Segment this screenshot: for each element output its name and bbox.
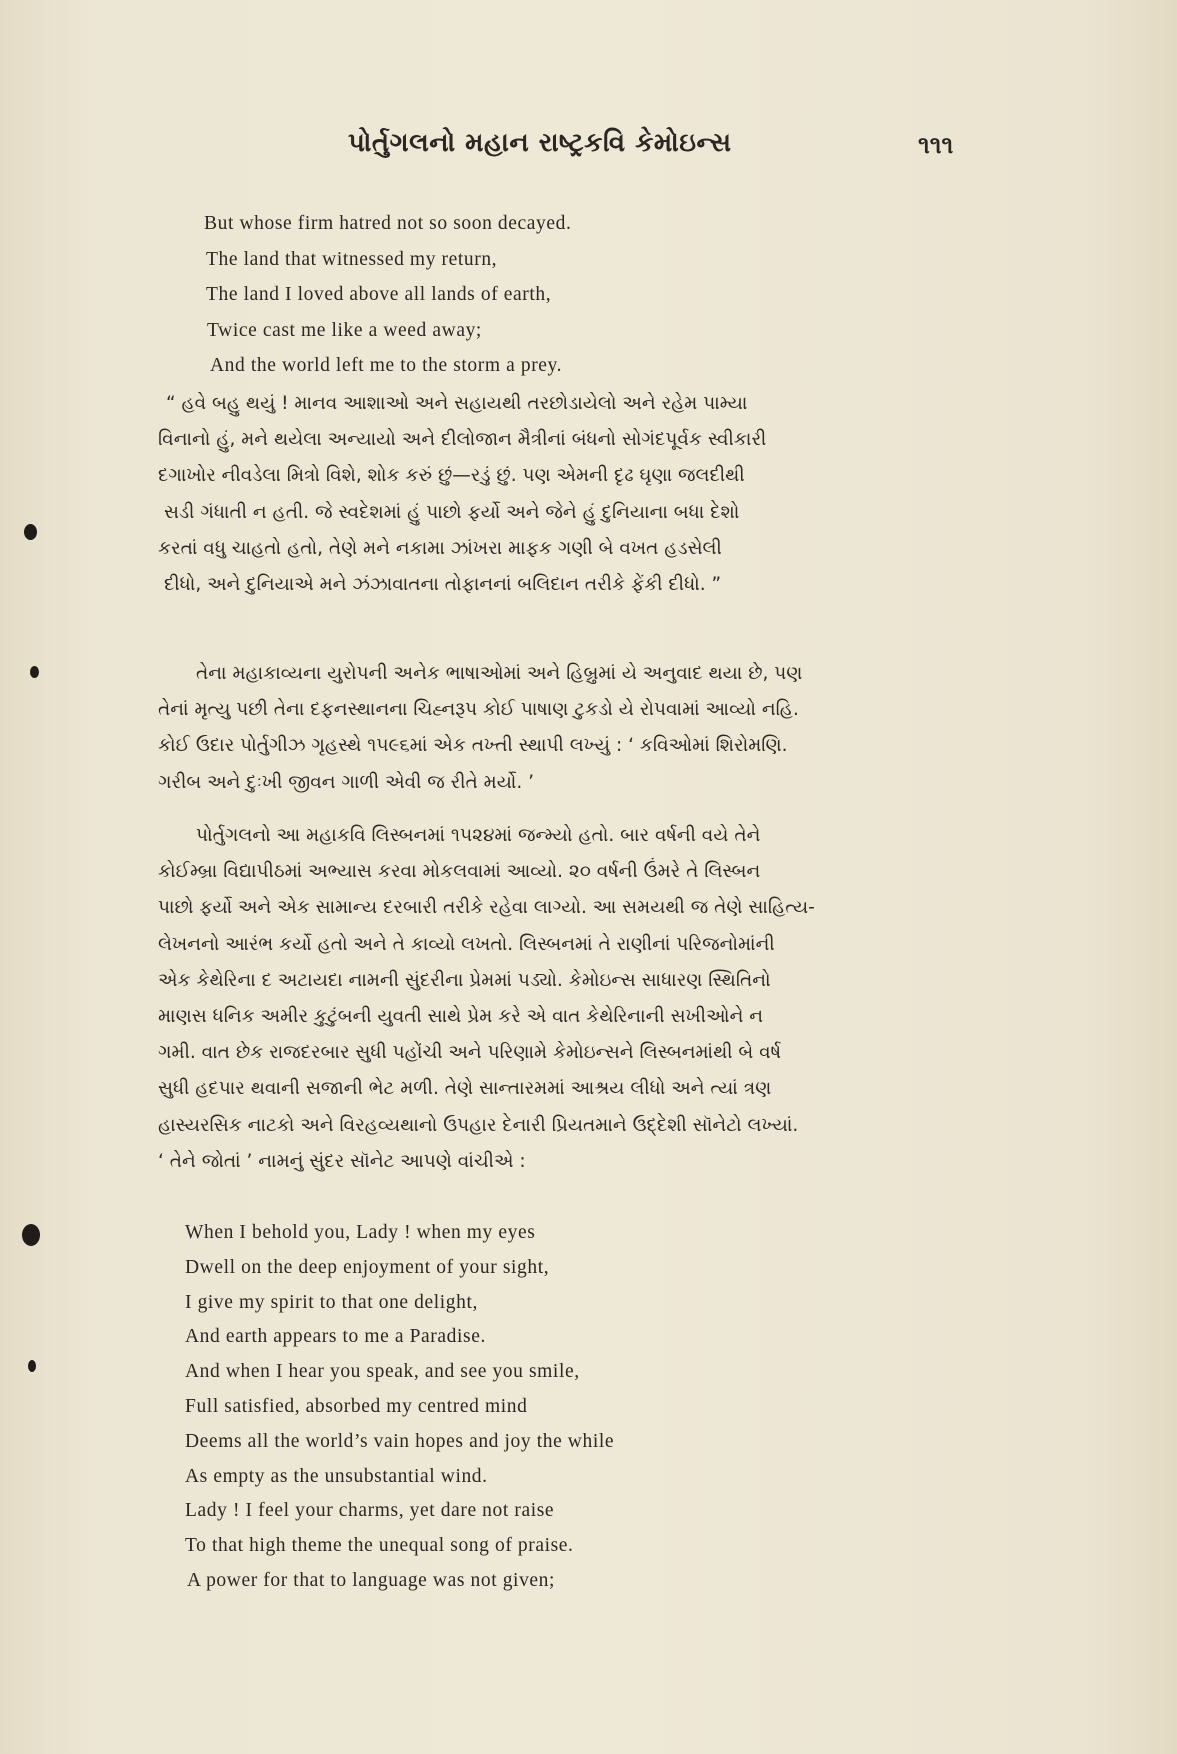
verse-line: As empty as the unsubstantial wind.	[185, 1465, 488, 1487]
paragraph-line: કોઈ ઉદાર પોર્તુગીઝ ગૃહસ્થે ૧૫૯૬માં એક તખ્તી સ્થાપી લખ્યું : ‘ કવિઓમાં શિરોમણિ.	[158, 735, 788, 757]
paragraph-line: તેના મહાકાવ્યના યુરોપની અનેક ભાષાઓમાં અને હિબ્રુમાં યે અનુવાદ થયા છે, પણ	[196, 663, 803, 684]
paragraph-biography	[158, 818, 1018, 1180]
verse-line: Lady ! I feel your charms, yet dare not raise	[185, 1500, 555, 1522]
paragraph-line: કરતાં વધુ ચાહતો હતો, તેણે મને નકામા ઝાંખરા માફક ગણી બે વખત હડસેલી	[158, 537, 722, 559]
paragraph-line: ‘ તેને જોતાં ’ નામનું સુંદર સૉનેટ આપણે વાંચીએ :	[158, 1150, 526, 1172]
binding-hole-mark	[24, 524, 37, 540]
verse-sonnet	[185, 1216, 614, 1599]
verse-line: The land I loved above all lands of earth,	[206, 284, 552, 305]
verse-line: And when I hear you speak, and see you smile,	[185, 1361, 580, 1383]
paragraph-line: માણસ ધનિક અમીર કુટુંબની યુવતી સાથે પ્રેમ કરે એ વાત કેથેરિનાની સખીઓને ન	[158, 1006, 764, 1028]
paragraph-line: સુધી હદપાર થવાની સજાની ભેટ મળી. તેણે સાન્તારમમાં આશ્રય લીધો અને ત્યાં ત્રણ	[158, 1078, 772, 1100]
verse-line: When I behold you, Lady ! when my eyes	[185, 1222, 536, 1243]
paragraph-line: “ હવે બહુ થયું ! માનવ આશાઓ અને સહાયથી તરછોડાયેલો અને રહેમ પામ્યા	[166, 393, 748, 414]
running-title: પોર્તુગલનો મહાન રાષ્ટ્રકવિ કેમોઇન્સ	[348, 128, 732, 158]
verse-line: And the world left me to the storm a prey.	[210, 355, 563, 376]
verse-line: A power for that to language was not given;	[187, 1569, 556, 1591]
paragraph-epitaph	[158, 656, 1018, 801]
verse-excerpt-top	[204, 206, 571, 384]
binding-hole-mark	[22, 1224, 40, 1246]
paragraph-line: વિનાનો હું, મને થયેલા અન્યાયો અને દીલોજાન મૈત્રીનાં બંધનો સોગંદપૂર્વક સ્વીકારી	[158, 429, 767, 451]
paragraph-line: દીધો, અને દુનિયાએ મને ઝંઝાવાતના તોફાનનાં બલિદાન તરીકે ફેંકી દીધો. ”	[164, 574, 722, 596]
binding-hole-mark	[30, 666, 39, 678]
verse-line: I give my spirit to that one delight,	[185, 1291, 478, 1313]
paragraph-line: પાછો ફર્યો અને એક સામાન્ય દરબારી તરીકે રહેવા લાગ્યો. આ સમયથી જ તેણે સાહિત્ય-	[158, 897, 815, 919]
verse-line: To that high theme the unequal song of praise.	[185, 1535, 574, 1557]
verse-line: Dwell on the deep enjoyment of your sight,	[185, 1256, 550, 1278]
binding-hole-mark	[28, 1360, 36, 1372]
verse-line: Deems all the world’s vain hopes and joy the while	[185, 1430, 615, 1452]
verse-line: But whose firm hatred not so soon decayed.	[204, 213, 572, 234]
paragraph-translation	[158, 386, 1018, 603]
paragraph-line: તેનાં મૃત્યુ પછી તેના દફનસ્થાનના ચિહ્નરૂપ કોઈ પાષાણ ટુકડો યે રોપવામાં આવ્યો નહિ.	[158, 699, 799, 721]
verse-line: The land that witnessed my return,	[206, 248, 498, 270]
paragraph-line: લેખનનો આરંભ કર્યો હતો અને તે કાવ્યો લખતો. લિસ્બનમાં તે રાણીનાં પરિજનોમાંની	[158, 933, 775, 955]
paragraph-line: ગરીબ અને દુઃખી જીવન ગાળી એવી જ રીતે મર્યો. ’	[158, 771, 534, 793]
paragraph-line: પોર્તુગલનો આ મહાકવિ લિસ્બનમાં ૧૫૨૪માં જન્મ્યો હતો. બાર વર્ષની વયે તેને	[196, 825, 761, 846]
verse-line: Full satisfied, absorbed my centred mind	[185, 1395, 528, 1417]
paragraph-line: કોઈમ્બ્રા વિદ્યાપીઠમાં અભ્યાસ કરવા મોકલવામાં આવ્યો. ૨૦ વર્ષની ઉંમરે તે લિસ્બન	[158, 861, 761, 883]
page-header	[0, 124, 1177, 174]
paragraph-line: હાસ્યરસિક નાટકો અને વિરહવ્યથાનો ઉપહાર દેનારી પ્રિયતમાને ઉદ્દેશી સૉનેટો લખ્યાં.	[158, 1114, 799, 1136]
verse-line: Twice cast me like a weed away;	[207, 319, 482, 341]
verse-line: And earth appears to me a Paradise.	[185, 1326, 486, 1348]
paragraph-line: એક કેથેરિના દ અટાયદા નામની સુંદરીના પ્રેમમાં પડ્યો. કેમોઇન્સ સાધારણ સ્થિતિનો	[158, 969, 771, 991]
page-number: ૧૧૧	[918, 130, 954, 159]
paragraph-line: દગાખોર નીવડેલા મિત્રો વિશે, શોક કરું છું—રડું છું. પણ એમની દૃઢ ઘૃણા જલદીથી	[158, 465, 745, 487]
paragraph-line: ગમી. વાત છેક રાજદરબાર સુધી પહોંચી અને પરિણામે કેમોઇન્સને લિસ્બનમાંથી બે વર્ષ	[158, 1042, 782, 1064]
paragraph-line: સડી ગંધાતી ન હતી. જે સ્વદેશમાં હું પાછો ફર્યો અને જેને હું દુનિયાના બધા દેશો	[164, 501, 740, 523]
